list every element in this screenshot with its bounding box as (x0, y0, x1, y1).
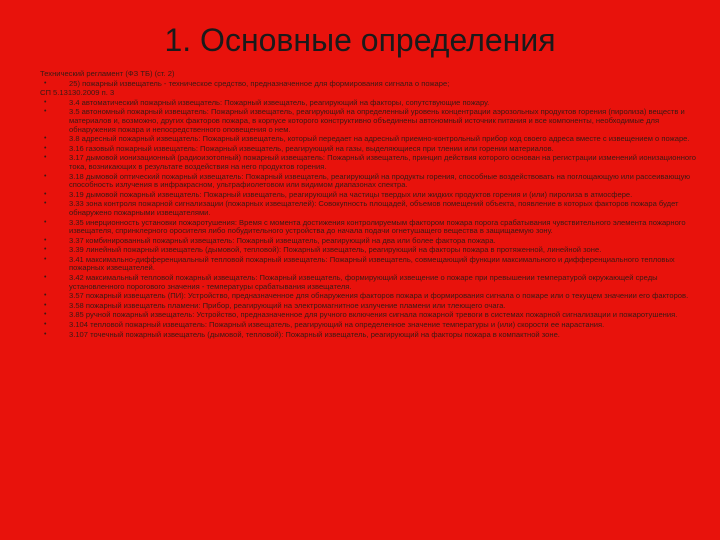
definition-item (44, 292, 696, 301)
definition-text: 3.57 пожарный извещатель (ПИ): Устройство, предназначенное для обнаружения факторов пожара и формирования сигнала о пожаре или о текущем значении его факторов. (69, 291, 689, 301)
bullet-marker: • (44, 301, 47, 309)
definition-text: 3.41 максимально-дифференциальный тепловой пожарный извещатель: Пожарный извещатель, совмещающий функции максимального и дифференциального тепловых пожарных извещателей. (69, 254, 675, 273)
bullet-marker: • (44, 79, 47, 87)
bullet-marker: • (44, 190, 47, 198)
bullet-marker: • (44, 311, 47, 319)
definition-text: 3.104 тепловой пожарный извещатель: Пожарный извещатель, реагирующий на определенное значение температуры и (или) скорости ее нарастания. (69, 320, 605, 330)
bullet-marker: • (44, 255, 47, 263)
bullet-marker: • (44, 98, 47, 106)
bullet-marker: • (44, 292, 47, 300)
definition-text: 3.18 дымовой оптический пожарный извещатель: Пожарный извещатель, реагирующий на продукты горения, способные воздействовать на поглощающую или рассеивающую способность излучения в инфракрасном, ультрафиолетовом или видимом диапазонах спектра. (69, 171, 691, 190)
bullet-marker: • (44, 274, 47, 282)
definition-text: 3.16 газовый пожарный извещатель: Пожарный извещатель, реагирующий на газы, выделяющиеся при тлении или горении материалов. (69, 143, 554, 153)
bullet-marker: • (44, 154, 47, 162)
bullet-marker: • (44, 172, 47, 180)
definition-item (44, 191, 696, 200)
definition-item (44, 135, 696, 144)
definition-text: 3.17 дымовой ионизационный (радиоизотопный) пожарный извещатель: Пожарный извещатель, принцип действия которого основан на регистрации изменений ионизационного тока, возникающих в результате воздействия на него продуктов горения. (69, 153, 696, 171)
definition-item (44, 154, 696, 171)
bullet-marker: • (44, 144, 47, 152)
definition-item (44, 331, 696, 340)
bullet-marker: • (44, 246, 47, 254)
definition-item (44, 80, 696, 89)
definition-item (44, 145, 696, 154)
definition-text: 3.107 точечный пожарный извещатель (дымовой, тепловой): Пожарный извещатель, реагирующий на факторы пожара в компактной зоне. (69, 329, 560, 339)
definition-item (44, 99, 696, 108)
definition-item (44, 246, 696, 255)
bullet-marker: • (44, 321, 47, 329)
definition-item (44, 219, 696, 236)
definition-item (44, 108, 696, 134)
definition-item (44, 173, 696, 190)
definition-text: 3.42 максимальный тепловой пожарный извещатель: Пожарный извещатель, формирующий извещение о пожаре при превышении температурой окружающей среды установленного порогового значения - температуры срабатывания извещателя. (69, 273, 658, 291)
definition-text: 3.5 автономный пожарный извещатель: Пожарный извещатель, реагирующий на определенный уровень концентрации аэрозольных продуктов горения (пиролиза) веществ и материалов и, возможно, других факторов пожара, в корпусе которого конструктивно объединены автономный источник питания и все компоненты, необходимые для обнаружения пожара и непосредственного оповещения о нем. (69, 107, 685, 134)
section-source-line: СП 5.13130.2009 п. 3 (40, 88, 115, 98)
definition-text: 3.35 инерционность установки пожаротушения: Время с момента достижения контролируемым фактором пожара порога срабатывания чувствительного элемента пожарного извещателя, спринклерного оросителя либо побудительного устройства до начала подачи огнетушащего вещества в защищаемую зону. (69, 217, 686, 236)
definition-item (44, 256, 696, 273)
definition-text: 3.33 зона контроля пожарной сигнализации (пожарных извещателей): Совокупность площадей, объемов помещений объекта, появление в которых факторов пожара будет обнаружено пожарными извещателями. (69, 199, 679, 217)
definition-text: 3.4 автоматический пожарный извещатель: Пожарный извещатель, реагирующий на факторы, сопутствующие пожару. (69, 97, 490, 107)
section-source-line: Технический регламент (ФЗ ТБ) (ст. 2) (40, 69, 175, 78)
bullet-marker: • (44, 218, 47, 226)
definition-item (44, 200, 696, 217)
page-title: 1. Основные определения (164, 22, 556, 58)
definition-text: 3.19 дымовой пожарный извещатель: Пожарный извещатель, реагирующий на частицы твердых или жидких продуктов горения и (или) пиролиза в атмосфере. (69, 189, 633, 199)
definition-item (44, 311, 696, 320)
bullet-marker: • (44, 200, 47, 208)
definition-text: 3.85 ручной пожарный извещатель: Устройство, предназначенное для ручного включения сигнала пожарной тревоги в системах пожарной сигнализации и пожаротушения. (69, 310, 678, 320)
bullet-marker: • (44, 108, 47, 116)
definition-text: 3.8 адресный пожарный извещатель: Пожарный извещатель, который передает на адресный приемно-контрольный прибор код своего адреса вместе с извещением о пожаре. (69, 134, 690, 144)
definition-item (44, 237, 696, 246)
bullet-marker: • (44, 236, 47, 244)
bullet-marker: • (44, 330, 47, 338)
definition-text: 3.37 комбинированный пожарный извещатель: Пожарный извещатель, реагирующий на два или более фактора пожара. (69, 235, 496, 245)
definitions-list (40, 69, 696, 340)
definition-text: 3.58 пожарный извещатель пламени: Прибор, реагирующий на электромагнитное излучение пламени или тлеющего очага. (69, 300, 506, 310)
bullet-marker: • (44, 135, 47, 143)
definition-item (44, 274, 696, 291)
definition-text: 25) пожарный извещатель - техническое средство, предназначенное для формирования сигнала о пожаре; (69, 78, 450, 88)
definition-item (44, 302, 696, 311)
definition-text: 3.39 линейный пожарный извещатель (дымовой, тепловой): Пожарный извещатель, реагирующий на факторы пожара в протяженной, линейной зоне. (69, 245, 602, 255)
definition-item (44, 321, 696, 330)
